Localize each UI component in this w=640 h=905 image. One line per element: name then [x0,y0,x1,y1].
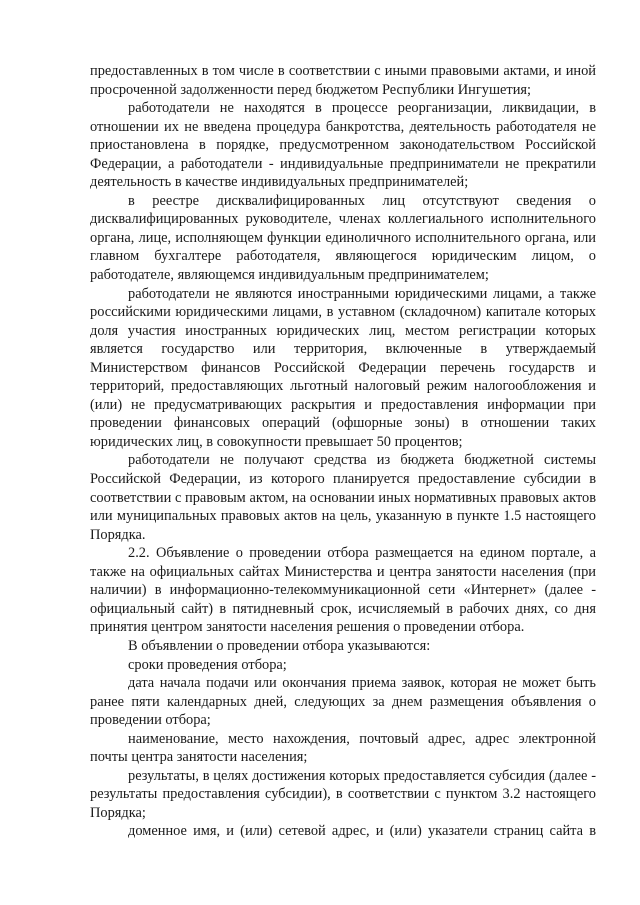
paragraph-domain-name: доменное имя, и (или) сетевой адрес, и (или) указатели страниц сайта в [128,823,596,840]
paragraph-2-2-announcement: 2.2. Объявление о проведении отбора размещается на едином портале, а также на официальных сайтах Министерства и центра занятости населения (при наличии) в информационно-телекоммуникационной сети «Интернет» (далее - официальный сайт) в пятидневный срок, исчисляемый в рабочих днях, со дня принятия центром занятости населения решения о проведении отбора. [90,545,596,636]
paragraph-disqualified-registry: в реестре дисквалифицированных лиц отсутствуют сведения о дисквалифицированных руководителе, членах коллегиального исполнительного органа, лице, исполняющем функции единоличного исполнительного органа, или главном бухгалтере работодателя, являющегося юридическим лицом, о работодателе, являющемся индивидуальным предпринимателем; [90,192,596,284]
document-page [90,62,596,841]
paragraph-center-contacts: наименование, место нахождения, почтовый адрес, адрес электронной почты центра занятости населения; [90,730,596,766]
paragraph-announcement-contents: В объявлении о проведении отбора указываются: [128,637,431,654]
paragraph-application-dates: дата начала подачи или окончания приема заявок, которая не может быть ранее пяти календарных дней, следующих за днем размещения объявления о проведении отбора; [90,675,596,729]
paragraph-no-reorganization: работодатели не находятся в процессе реорганизации, ликвидации, в отношении их не введена процедура банкротства, деятельность работодателя не приостановлена в порядке, предусмотренном законодательством Российской Федерации, а работодатели - индивидуальные предприниматели не прекратили деятельность в качестве индивидуальных предпринимателей; [90,100,596,191]
paragraph-not-foreign-entities: работодатели не являются иностранными юридическими лицами, а также российскими юридическими лицами, в уставном (складочном) капитале которых доля участия иностранных юридических лиц, местом регистрации которых является государство или территория, включенные в утверждаемый Министерством финансов Российской Федерации перечень государств и территорий, предоставляющих льготный налоговый режим налогообложения и (или) не предусматривающих раскрытия и предоставления информации при проведении финансовых операций (офшорные зоны) в отношении таких юридических лиц, в совокупности превышает 50 процентов; [90,285,596,450]
paragraph-selection-terms: сроки проведения отбора; [128,656,287,673]
paragraph-subsidy-results: результаты, в целях достижения которых предоставляется субсидия (далее - результаты предоставления субсидии), в соответствии с пунктом 3.2 настоящего Порядка; [90,767,596,821]
paragraph-continuation: предоставленных в том числе в соответствии с иными правовыми актами, и иной просроченной задолженности перед бюджетом Республики Ингушетия; [90,63,596,98]
paragraph-no-budget-funds: работодатели не получают средства из бюджета бюджетной системы Российской Федерации, из которого планируется предоставление субсидии в соответствии с правовым актом, на основании иных нормативных правовых актов или муниципальных правовых актов на цель, указанную в пункте 1.5 настоящего Порядка. [90,452,596,543]
